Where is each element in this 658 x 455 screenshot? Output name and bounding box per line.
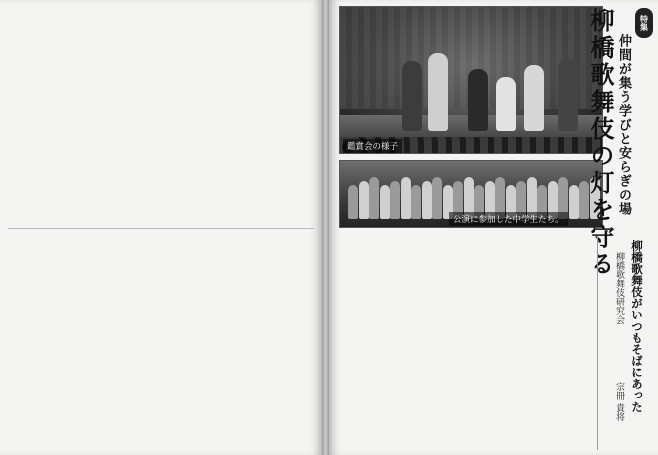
student-figure bbox=[359, 181, 369, 219]
students-photo-caption: 公演に参加した中学生たち。 bbox=[449, 212, 568, 226]
feature-subtitle: 仲間が集う学びと安らぎの場 bbox=[616, 34, 631, 216]
performer-figure bbox=[524, 65, 544, 131]
student-figure bbox=[348, 185, 358, 219]
performer-figure bbox=[468, 69, 488, 131]
performer-figure bbox=[402, 61, 422, 131]
student-figure bbox=[390, 181, 400, 219]
body-text-lower-left bbox=[6, 236, 316, 448]
feature-tag: 特集 bbox=[635, 8, 653, 38]
feature-title: 柳橋歌舞伎の灯を守る bbox=[586, 8, 614, 278]
student-figure bbox=[432, 177, 442, 219]
left-page bbox=[0, 0, 322, 455]
body-text-lower-right bbox=[337, 236, 595, 448]
body-text-upper-left bbox=[6, 8, 316, 223]
student-figure bbox=[369, 177, 379, 219]
performer-figure bbox=[558, 59, 578, 131]
stage-photo-caption: 鑑賞会の様子 bbox=[343, 139, 402, 153]
column-author-name: 宗冊 貴将 bbox=[614, 382, 624, 421]
student-figure bbox=[411, 185, 421, 219]
column-divider bbox=[8, 228, 314, 229]
kabuki-stage-photo bbox=[339, 6, 603, 154]
right-page bbox=[329, 0, 658, 455]
column-title: 柳橋歌舞伎がいつもそばにあった bbox=[630, 240, 644, 413]
column-author-org: 柳橋歌舞伎研究会 bbox=[614, 252, 624, 324]
book-gutter bbox=[322, 0, 329, 455]
student-figure bbox=[380, 185, 390, 219]
student-figure bbox=[422, 181, 432, 219]
student-figure bbox=[569, 185, 579, 219]
performer-figure bbox=[496, 77, 516, 131]
performer-figure bbox=[428, 53, 448, 131]
student-figure bbox=[401, 177, 411, 219]
